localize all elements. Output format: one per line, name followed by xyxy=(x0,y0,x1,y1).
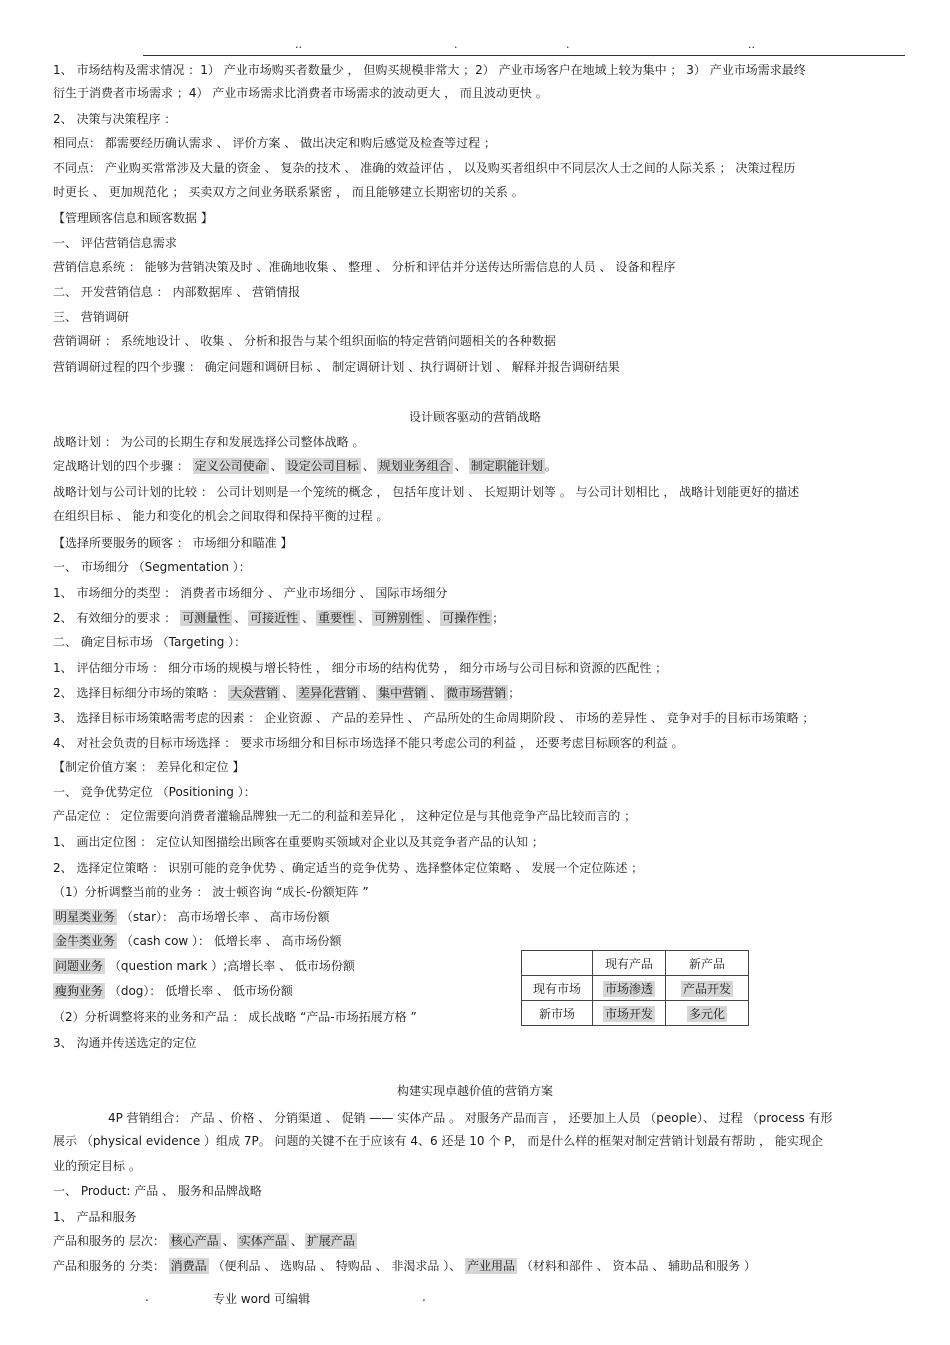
highlight-term: 多元化 xyxy=(688,1006,725,1021)
text-line: 不同点： 产业购买常常涉及大量的资金 、 复杂的技术 、 准确的效益评估 ， 以及购买者组织中不同层次人士之间的人际关系 ； 决策过程历 xyxy=(53,161,796,175)
line-label: 2、 选择目标细分市场的策略 ： xyxy=(53,686,225,700)
text-line: 一、 市场细分 （Segmentation ）： xyxy=(53,560,251,574)
text-line: 二、 确定目标市场 （Targeting ）： xyxy=(53,635,247,649)
highlight-term: 市场渗透 xyxy=(604,981,653,996)
row-header: 新市场 xyxy=(522,1001,593,1026)
text-line: 4P 营销组合： 产品 、价格 、 分销渠道 、 促销 —— 实体产品 。 对服务产品而言 ， 还要加上人员 （people）、 过程 （process 有形 xyxy=(108,1111,833,1125)
line-rest: （材料和部件 、 资本品 、 辅助品和服务 ） xyxy=(520,1259,756,1273)
text-line: 1、 产品和服务 xyxy=(53,1210,137,1224)
text-line: 战略计划与公司计划的比较 ： 公司计划则是一个笼统的概念 ， 包括年度计划 、 长短期计划等 。 与公司计划相比 ， 战略计划能更好的描述 xyxy=(53,485,800,499)
text-line: 营销调研过程的四个步骤 ： 确定问题和调研目标 、 制定调研计划 、执行调研计划 、 解释并报告调研结果 xyxy=(53,360,620,374)
line-rest: （cash cow ）： 低增长率 、 高市场份额 xyxy=(120,934,342,948)
highlight-term: 可辨别性 xyxy=(374,611,423,625)
line-end: ； xyxy=(508,686,521,700)
highlight-term: 消费品 xyxy=(170,1259,207,1273)
table-cell xyxy=(666,1001,749,1026)
section-title: 设计顾客驱动的营销战略 xyxy=(408,410,541,424)
text-line xyxy=(53,933,341,949)
highlight-term: 可测量性 xyxy=(182,611,231,625)
highlight-term: 规划业务组合 xyxy=(378,459,451,473)
text-line: 业的预定目标 。 xyxy=(53,1159,141,1173)
footer-dot: . xyxy=(422,1290,426,1304)
footer-text: 专业 word 可编辑 xyxy=(213,1292,311,1306)
highlight-term: 差异化营销 xyxy=(298,686,359,700)
highlight-term: 核心产品 xyxy=(170,1234,219,1248)
table-row xyxy=(522,1001,749,1026)
highlight-term: 产业用品 xyxy=(467,1259,516,1273)
text-line: 3、 沟通并传送选定的定位 xyxy=(53,1036,197,1050)
text-line: 1、 画出定位图 ： 定位认知图描绘出顾客在重要购买领域对企业以及其竞争者产品的认知 ； xyxy=(53,835,544,849)
highlight-term: 明星类业务 xyxy=(55,910,116,924)
highlight-term: 可接近性 xyxy=(250,611,299,625)
text-line: 二、 开发营销信息 ： 内部数据库 、 营销情报 xyxy=(53,285,301,299)
line-rest: （question mark ）;高增长率 、 低市场份额 xyxy=(108,959,355,973)
text-line: 定战略计划的四个步骤 ： 定义公司使命 、 设定公司目标 、 规划业务组合 、 制定职能计划 。 xyxy=(53,459,557,473)
text-line xyxy=(53,983,293,999)
table-row xyxy=(522,976,749,1001)
text-line: 营销信息系统 ： 能够为营销决策及时 、准确地收集 、 整理 、 分析和评估并分送传达所需信息的人员 、 设备和程序 xyxy=(53,260,676,274)
table-row xyxy=(522,951,749,976)
highlight-term: 实体产品 xyxy=(238,1234,287,1248)
highlight-term: 微市场营销 xyxy=(446,686,507,700)
table-cell xyxy=(593,976,666,1001)
highlight-term: 问题业务 xyxy=(55,959,104,973)
table-cell xyxy=(522,951,593,976)
text-line: 产品和服务的 层次： 核心产品 、 实体产品 、 扩展产品 xyxy=(53,1234,355,1248)
highlight-term: 设定公司目标 xyxy=(286,459,359,473)
line-label: 2、 有效细分的要求 ： xyxy=(53,611,177,625)
text-line: 战略计划 ： 为公司的长期生存和发展选择公司整体战略 。 xyxy=(53,435,365,449)
text-line: 2、 选择目标细分市场的策略 ： 大众营销 、 差异化营销 、 集中营销 、 微市场营销 ； xyxy=(53,686,521,700)
highlight-term: 扩展产品 xyxy=(306,1234,355,1248)
text-line: 一、 竞争优势定位 （Positioning ）： xyxy=(53,785,256,799)
text-line: 1、 评估细分市场 ： 细分市场的规模与增长特性 ， 细分市场的结构优势 ， 细分市场与公司目标和资源的匹配性 ； xyxy=(53,661,668,675)
text-line: （1）分析调整当前的业务 ： 波士顿咨询 “成长-份额矩阵 ” xyxy=(53,885,369,899)
text-line: 展示 （physical evidence ）组成 7P。 问题的关键不在于应该有 4、6 还是 10 个 P， 而是什么样的框架对制定营销计划最有帮助 ， 能实现企 xyxy=(53,1134,823,1148)
text-line: 营销调研 ： 系统地设计 、 收集 、 分析和报告与某个组织面临的特定营销问题相关的各种数据 xyxy=(53,334,556,348)
table-header: 新产品 xyxy=(666,951,749,976)
highlight-term: 集中营销 xyxy=(378,686,427,700)
highlight-term: 重要性 xyxy=(318,611,355,625)
highlight-term: 瘦狗业务 xyxy=(55,984,104,998)
highlight-term: 市场开发 xyxy=(604,1006,653,1021)
highlight-term: 定义公司使命 xyxy=(194,459,267,473)
text-line xyxy=(53,909,330,925)
footer-dot: . xyxy=(145,1290,149,1304)
line-rest: （star）： 高市场增长率 、 高市场份额 xyxy=(120,910,330,924)
section-heading: 【选择所要服务的顾客 ： 市场细分和瞄准 】 xyxy=(53,536,293,550)
text-line: 4、 对社会负责的目标市场选择 ： 要求市场细分和目标市场选择不能只考虑公司的利益 ， 还要考虑目标顾客的利益 。 xyxy=(53,736,684,750)
header-dot: . xyxy=(566,38,570,51)
section-heading: 【制定价值方案 ： 差异化和定位 】 xyxy=(53,760,245,774)
header-rule xyxy=(143,55,905,56)
highlight-term: 可操作性 xyxy=(442,611,491,625)
line-rest: （dog）： 低增长率 、 低市场份额 xyxy=(108,984,293,998)
text-line: （2）分析调整将来的业务和产品 ： 成长战略 “产品-市场拓展方格 ” xyxy=(53,1010,417,1024)
section-heading: 【管理顾客信息和顾客数据 】 xyxy=(53,211,213,225)
text-line: 三、 营销调研 xyxy=(53,310,129,324)
text-line xyxy=(53,958,355,974)
table-header: 现有产品 xyxy=(593,951,666,976)
text-line: 相同点： 都需要经历确认需求 、 评价方案 、 做出决定和购后感觉及检查等过程 ； xyxy=(53,136,496,150)
table-cell xyxy=(666,976,749,1001)
text-line: 一、 评估营销信息需求 xyxy=(53,236,177,250)
text-line: 3、 选择目标市场策略需考虑的因素 ： 企业资源 、 产品的差异性 、 产品所处的生命周期阶段 、 市场的差异性 、 竞争对手的目标市场策略 ； xyxy=(53,711,815,725)
text-line xyxy=(53,1258,756,1274)
highlight-term: 金牛类业务 xyxy=(55,934,116,948)
line-rest: （便利品 、 选购品 、 特购品 、 非渴求品 ）、 xyxy=(212,1259,462,1273)
text-line: 衍生于消费者市场需求 ；4） 产业市场需求比消费者市场需求的波动更大 ， 而且波动更快 。 xyxy=(53,86,548,100)
header-dot: .. xyxy=(748,38,755,51)
header-dot: . xyxy=(454,38,458,51)
row-header: 现有市场 xyxy=(522,976,593,1001)
highlight-term: 产品开发 xyxy=(682,981,731,996)
text-line: 2、 选择定位策略 ： 识别可能的竞争优势 、确定适当的竞争优势 、选择整体定位策略 、 发展一个定位陈述 ； xyxy=(53,861,644,875)
line-label: 产品和服务的 层次： xyxy=(53,1234,165,1248)
line-end: 。 xyxy=(544,459,557,473)
highlight-term: 大众营销 xyxy=(230,686,279,700)
line-label: 产品和服务的 分类： xyxy=(53,1259,165,1273)
text-line: 在组织目标 、 能力和变化的机会之间取得和保持平衡的过程 。 xyxy=(53,509,389,523)
text-line: 2、 决策与决策程序 ： xyxy=(53,112,177,126)
text-line: 1、 市场结构及需求情况 ：1） 产业市场购买者数量少 ， 但购买规模非常大 ；2） 产业市场客户在地域上较为集中 ； 3） 产业市场需求最终 xyxy=(53,63,806,77)
line-label: 定战略计划的四个步骤 ： xyxy=(53,459,189,473)
text-line: 时更长 、 更加规范化 ； 买卖双方之间业务联系紧密 ， 而且能够建立长期密切的关系 。 xyxy=(53,185,524,199)
highlight-term: 制定职能计划 xyxy=(470,459,543,473)
line-end: ； xyxy=(492,611,505,625)
text-line: 一、 Product: 产品 、 服务和品牌战略 xyxy=(53,1184,262,1198)
table-cell xyxy=(593,1001,666,1026)
product-market-matrix xyxy=(521,950,749,1026)
text-line: 1、 市场细分的类型 ： 消费者市场细分 、 产业市场细分 、 国际市场细分 xyxy=(53,586,448,600)
section-title: 构建实现卓越价值的营销方案 xyxy=(396,1084,553,1098)
header-dot: .. xyxy=(295,38,302,51)
text-line: 2、 有效细分的要求 ： 可测量性 、 可接近性 、 重要性 、 可辨别性 、 可操作性 ； xyxy=(53,611,505,625)
text-line: 产品定位 ： 定位需要向消费者灌输品牌独一无二的利益和差异化 ， 这种定位是与其他竞争产品比较而言的 ； xyxy=(53,809,637,823)
